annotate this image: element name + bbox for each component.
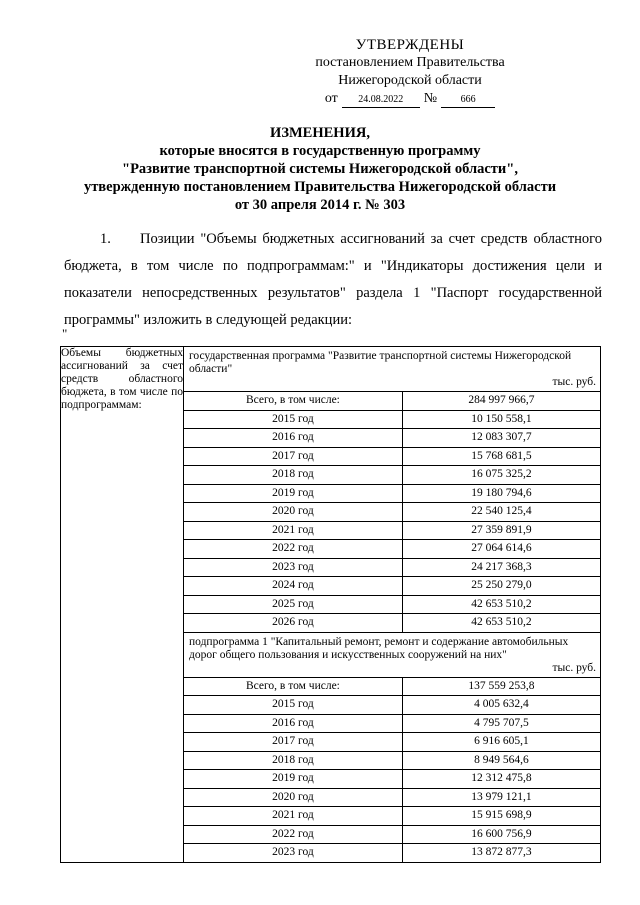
row-value: 22 540 125,4 bbox=[402, 503, 600, 522]
table-row bbox=[184, 807, 600, 826]
program-table bbox=[184, 391, 600, 632]
heading-line-2: которые вносятся в государственную программу bbox=[159, 143, 481, 159]
paragraph-1 bbox=[64, 226, 602, 334]
row-label: 2016 год bbox=[184, 429, 402, 448]
table-row bbox=[184, 577, 600, 596]
row-label: 2021 год bbox=[184, 521, 402, 540]
paragraph-text: Позиции "Объемы бюджетных ассигнований за счет средств областного бюджета, в том числе по подпрограммам:" и "Индикаторы достижения цели и показатели непосредственных результатов" раздела 1 "Паспорт государственной программы" изложить в следующей редакции: bbox=[64, 231, 602, 328]
approval-line-1: постановлением Правительства bbox=[315, 55, 505, 70]
row-value: 16 075 325,2 bbox=[402, 466, 600, 485]
row-label: 2026 год bbox=[184, 614, 402, 632]
budget-table bbox=[60, 346, 601, 863]
row-value: 27 064 614,6 bbox=[402, 540, 600, 559]
table-row bbox=[184, 696, 600, 715]
row-label: Всего, в том числе: bbox=[184, 677, 402, 696]
row-label: 2019 год bbox=[184, 770, 402, 789]
row-value: 13 872 877,3 bbox=[402, 844, 600, 862]
table-row bbox=[184, 788, 600, 807]
table-row bbox=[184, 770, 600, 789]
opening-quote: " bbox=[62, 326, 68, 341]
table-row bbox=[184, 844, 600, 862]
approval-line-2: Нижегородской области bbox=[338, 73, 482, 88]
row-value: 4 005 632,4 bbox=[402, 696, 600, 715]
table-row bbox=[184, 614, 600, 632]
approval-date: 24.08.2022 bbox=[342, 94, 420, 108]
table-row bbox=[184, 392, 600, 411]
row-value: 27 359 891,9 bbox=[402, 521, 600, 540]
document-heading bbox=[40, 124, 600, 214]
row-label: 2019 год bbox=[184, 484, 402, 503]
row-value: 24 217 368,3 bbox=[402, 558, 600, 577]
table-row bbox=[184, 466, 600, 485]
table-row bbox=[184, 825, 600, 844]
row-value: 19 180 794,6 bbox=[402, 484, 600, 503]
subprogram-unit: тыс. руб. bbox=[552, 661, 596, 674]
subprogram-block bbox=[184, 632, 600, 862]
table-row bbox=[184, 540, 600, 559]
row-value: 137 559 253,8 bbox=[402, 677, 600, 696]
row-value: 12 312 475,8 bbox=[402, 770, 600, 789]
row-value: 15 915 698,9 bbox=[402, 807, 600, 826]
row-value: 284 997 966,7 bbox=[402, 392, 600, 411]
subprogram-table bbox=[184, 677, 600, 862]
table-row bbox=[184, 714, 600, 733]
program-unit: тыс. руб. bbox=[552, 376, 596, 388]
row-label: 2018 год bbox=[184, 751, 402, 770]
table-row bbox=[184, 484, 600, 503]
row-value: 42 653 510,2 bbox=[402, 614, 600, 632]
table-row bbox=[184, 447, 600, 466]
approval-number: 666 bbox=[441, 94, 495, 108]
heading-line-4: утвержденную постановлением Правительства Нижегородской области bbox=[83, 179, 557, 195]
row-label: 2021 год bbox=[184, 807, 402, 826]
row-label: 2020 год bbox=[184, 503, 402, 522]
table-row bbox=[184, 521, 600, 540]
heading-line-1: ИЗМЕНЕНИЯ, bbox=[270, 125, 370, 141]
row-label: 2015 год bbox=[184, 696, 402, 715]
row-value: 13 979 121,1 bbox=[402, 788, 600, 807]
table-row bbox=[184, 558, 600, 577]
row-label: 2025 год bbox=[184, 595, 402, 614]
row-label: 2017 год bbox=[184, 447, 402, 466]
table-row bbox=[184, 429, 600, 448]
row-label: 2023 год bbox=[184, 558, 402, 577]
row-label: 2022 год bbox=[184, 540, 402, 559]
table-row bbox=[184, 410, 600, 429]
row-value: 15 768 681,5 bbox=[402, 447, 600, 466]
row-value: 16 600 756,9 bbox=[402, 825, 600, 844]
row-label: Всего, в том числе: bbox=[184, 392, 402, 411]
row-value: 6 916 605,1 bbox=[402, 733, 600, 752]
subprogram-title: подпрограмма 1 "Капитальный ремонт, ремонт и содержание автомобильных дорог общего пользования и искусственных сооружений на них" bbox=[189, 635, 569, 661]
approval-title: УТВЕРЖДЕНЫ bbox=[355, 37, 465, 53]
approval-date-line bbox=[290, 90, 530, 108]
row-label: 2024 год bbox=[184, 577, 402, 596]
row-value: 12 083 307,7 bbox=[402, 429, 600, 448]
approval-stamp bbox=[290, 36, 530, 108]
program-block bbox=[184, 347, 600, 632]
table-row bbox=[184, 751, 600, 770]
row-label: 2022 год bbox=[184, 825, 402, 844]
table-row bbox=[184, 677, 600, 696]
number-label: № bbox=[423, 91, 438, 106]
row-label: 2016 год bbox=[184, 714, 402, 733]
from-label: от bbox=[324, 91, 338, 106]
paragraph-number: 1. bbox=[100, 231, 111, 247]
row-value: 10 150 558,1 bbox=[402, 410, 600, 429]
row-label: 2018 год bbox=[184, 466, 402, 485]
table-row bbox=[184, 733, 600, 752]
heading-line-3: "Развитие транспортной системы Нижегородской области", bbox=[122, 161, 518, 177]
program-title: государственная программа "Развитие транспортной системы Нижегородской области" bbox=[189, 350, 572, 375]
row-label: 2020 год bbox=[184, 788, 402, 807]
row-value: 25 250 279,0 bbox=[402, 577, 600, 596]
row-value: 8 949 564,6 bbox=[402, 751, 600, 770]
row-label: 2015 год bbox=[184, 410, 402, 429]
row-label: 2023 год bbox=[184, 844, 402, 862]
row-value: 42 653 510,2 bbox=[402, 595, 600, 614]
row-value: 4 795 707,5 bbox=[402, 714, 600, 733]
row-label: 2017 год bbox=[184, 733, 402, 752]
budget-values-cell bbox=[184, 347, 601, 863]
heading-line-5: от 30 апреля 2014 г. № 303 bbox=[234, 197, 406, 213]
budget-label-cell: Объемы бюджетных ассигнований за счет средств областного бюджета, в том числе по подпрограммам: bbox=[61, 347, 184, 863]
table-row bbox=[184, 503, 600, 522]
table-row bbox=[184, 595, 600, 614]
